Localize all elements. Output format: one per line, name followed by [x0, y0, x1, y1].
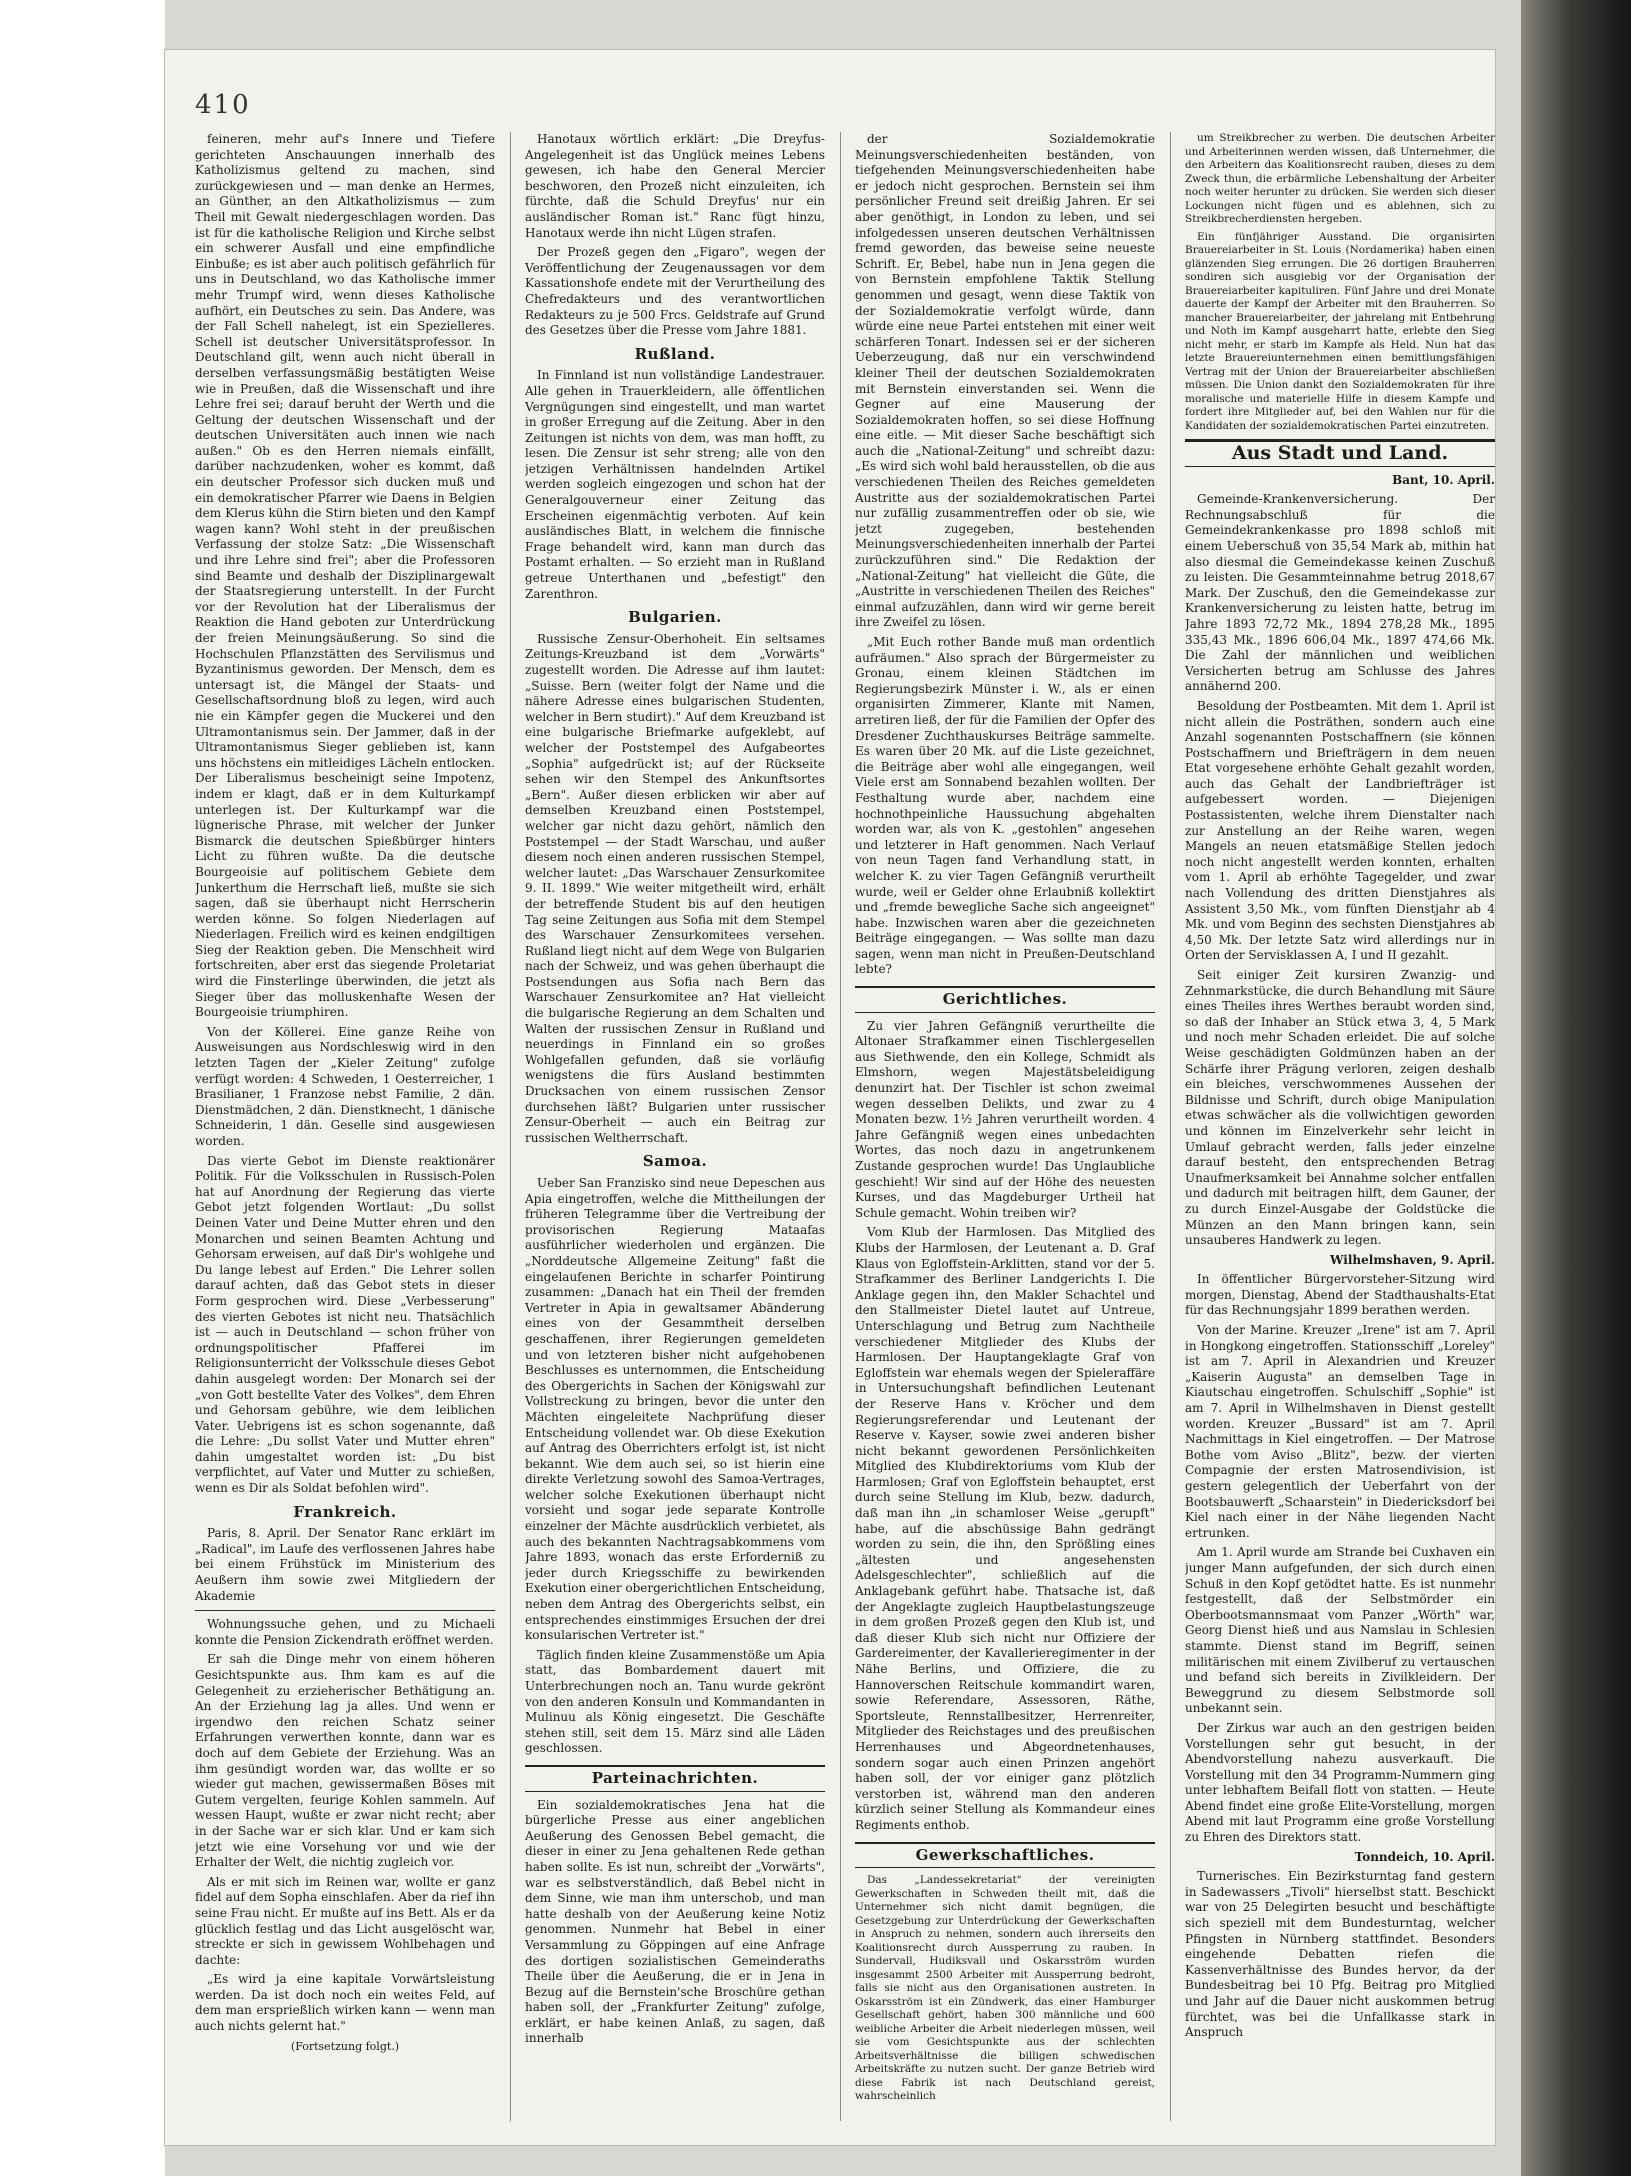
column-3 — [855, 132, 1155, 2121]
paragraph: der Sozialdemokratie Meinungsverschiedenheiten beständen, von tiefgehenden Meinungsverschiedenheiten habe er jedoch nicht gesprochen. Bernstein sei ihm persönlicher Freund seit dreißig Jahren. Er sei aber genöthigt, in London zu leben, und sei infolgedessen unseren deutschen Verhältnissen fremd geworden, das beweise seine neueste Schrift. Er, Bebel, habe nun in Jena gegen die von Bernstein empfohlene Taktik Stellung genommen und gesagt, wenn diese Taktik von der Sozialdemokratie verfolgt würde, dann würde eine neue Partei entstehen mit einer weit schärferen Tonart. Indessen sei er der sicheren Ueberzeugung, daß nur ein verschwindend kleiner Theil der deutschen Sozialdemokraten mit Bernstein einverstanden sei. Wenn die Gegner auf eine Mauserung der Sozialdemokraten hoffen, so sei diese Hoffnung eine eitle. — Mit dieser Sache beschäftigt sich auch die „National-Zeitung" und schreibt dazu: „Es wird sich wohl bald herausstellen, ob die aus verschiedenen Theilen des Reiches gemeldeten Austritte aus der sozialdemokratischen Partei nur zufällig zusammentreffen oder ob sie, wie jetzt zugegeben, bestehenden Meinungsverschiedenheiten innerhalb der Partei zurückzuführen sind." Die Redaktion der „National-Zeitung" hat vielleicht die Güte, die „Austritte in verschiedenen Theilen des Reiches" einmal aufzuzählen, dann wird wir gerne bereit ihre Zweifel zu lösen. — [855, 132, 1155, 630]
page-number: 410 — [195, 90, 251, 120]
column-rule — [510, 132, 511, 2121]
column-rule — [1170, 132, 1171, 2121]
section-heading-frankreich: Frankreich. — [293, 1502, 397, 1521]
paragraph: In öffentlicher Bürgervorsteher-Sitzung wird morgen, Dienstag, Abend der Stadthaushalts-Etat für das Rechnungsjahr 1899 berathen werden. — [1185, 1272, 1495, 1318]
paragraph: Ein sozialdemokratisches Jena hat die bürgerliche Presse aus einer angeblichen Aeußerung des Genossen Bebel gemacht, die dieser in einer zu Jena gehaltenen Rede gethan haben sollte. Es ist nun, schreibt der „Vorwärts", war es selbstverständlich, daß Bebel nicht in dem Sinne, wie man ihm unterschob, und man hatte deshalb von der Aeußerung keine Notiz genommen. Nunmehr hat Bebel in einer Versammlung zu Göppingen auf eine Anfrage des dortigen sozialistischen Gemeinderaths Theile über die Aeußerung, die er in Jena in Bezug auf die Bernstein'sche Broschüre gethan haben soll, der „Frankfurter Zeitung" zufolge, erklärt, er habe keinen Anlaß, zu sagen, daß innerhalb — [525, 1797, 825, 2046]
columns — [195, 132, 1495, 2121]
dateline: Wilhelmshaven, 9. April. — [1330, 1252, 1495, 1267]
section-heading-russland: Rußland. — [634, 344, 716, 363]
column-rule — [840, 132, 841, 2121]
paragraph: feineren, mehr auf's Innere und Tiefere gerichteten Anschauungen innerhalb des Katholizismus geltend zu machen, sind zurückgewiesen und — man denke an Hermes, an Günther, an den Altkatholizismus — zum Theil mit Gewalt niedergeschlagen worden. Das ist für die katholische Religion und Kirche selbst ein schwerer Ausfall und eine empfindliche Einbuße; es ist aber auch politisch gefährlich für uns in Deutschland, wo das Katholische immer mehr Trumpf wird, wenn dieses Katholische aufhört, ein Deutsches zu sein. Das Andere, was der Fall Schell nahelegt, ist ein Spezielleres. Schell ist deutscher Universitätsprofessor. In Deutschland gilt, wenn auch nicht überall in derselben verfassungsmäßig bestätigten Weise wie in Preußen, daß die Wissenschaft und ihre Lehre frei sei; darauf beruht der Werth und die Geltung der deutschen Wissenschaft und der deutschen Universitäten auch innen wie nach außen." Ob es den Herren niemals einfällt, darüber nachzudenken, woher es kommt, daß ein deutscher Professor sich ducken muß und ein demokratischer Pfarrer wie Daens in Belgien dem Klerus kühn die Stirn bieten und den Kampf wagen kann? Wohl steht in der preußischen Verfassung der stolze Satz: „Die Wissenschaft und ihre Lehre sind frei"; aber die Professoren sind Beamte und deshalb der Disziplinargewalt der Staatsregierung unterstellt. In der Furcht vor der Revolution hat der Liberalismus der Reaktion die Hand geboten zur Unterdrückung der freien Meinungsäußerung. So sind die Hochschulen Pflanzstätten des Servilismus und Byzantinismus geworden. Der Mensch, dem es untersagt ist, die Mängel der Staats- und Gesellschaftsordnung bloß zu legen, wird auch nie ein Kämpfer gegen die Muckerei und den Ultramontanismus sein. Der Jammer, daß in der Ultramontanismus Sieger geblieben ist, kann uns höchstens ein mitleidiges Lächeln entlocken. Der Liberalismus bescheinigt seine Impotenz, indem er klagt, daß er in dem Kulturkampf unterlegen ist. Der Kulturkampf war die lügnerische Phrase, mit welcher der Junker Bismarck die deutschen Spießbürger hinters Licht zu führen wußte. Da die deutsche Bourgeoisie auf politischem Gebiete dem Junkerthum die Herrschaft ließ, mußte sie sich sagen, daß sie überhaupt nicht Herrscherin werden könne. So folgen Niederlagen auf Niederlagen. Freilich wird es keinen endgiltigen Sieg der Reaktion geben. Die Menschheit wird fortschreiten, aber erst das siegende Proletariat wird die Finsterlinge überwinden, die jetzt als Sieger über das molluskenhafte Wesen der Bourgeoisie triumphiren. — [195, 132, 495, 1020]
paragraph: „Mit Euch rother Bande muß man ordentlich aufräumen." Also sprach der Bürgermeister zu Gronau, einem kleinen Städtchen im Regierungsbezirk Münster i. W., als er einen organisirten Zimmerer, Klante mit Namen, arretiren ließ, der für die Familien der Opfer des Dresdener Zuchthauskurses Beiträge sammelte. Es waren über 20 Mk. auf die Liste gezeichnet, die Beiträge aber wohl alle eingegangen, weil Viele erst am Sonnabend bezahlen wollten. Der Festhaltung wurde aber, nachdem eine hochnothpeinliche Haussuchung abgehalten worden war, als von K. „gestohlen" angesehen und letzterer in Haft genommen. Nach Verlauf von neun Tagen fand Verhandlung statt, in welcher K. zu vier Tagen Gefängniß verurtheilt wurde, weil er Gelder ohne Erlaubniß kollektirt und „fremde bewegliche Sache sich angeeignet" habe. Inzwischen waren aber die gezeichneten Beiträge eingegangen. — Was sollte man dazu sagen, wenn man nicht in Preußen-Deutschland lebte? — [855, 635, 1155, 977]
paragraph: Gemeinde-Krankenversicherung. Der Rechnungsabschluß für die Gemeindekrankenkasse pro 1898 schloß mit einem Ueberschuß von 35,54 Mark ab, mithin hat also diesmal die Gemeindekasse keinen Zuschuß zu leisten. Die Gesammteinnahme betrug 2018,67 Mark. Der Zuschuß, den die Gemeindekasse zur Krankenversicherung zu leisten hatte, betrug im Jahre 1893 72,72 Mk., 1894 278,28 Mk., 1895 335,43 Mk., 1896 606,04 Mk., 1897 474,66 Mk. Die Zahl der männlichen und weiblichen Versicherten betrug am Schlusse des Jahres annähernd 200. — [1185, 492, 1495, 694]
continuation-note: (Fortsetzung folgt.) — [290, 2039, 400, 2053]
section-heading-samoa: Samoa. — [642, 1152, 708, 1171]
newspaper-page — [165, 50, 1495, 2145]
paragraph: Hanotaux wörtlich erklärt: „Die Dreyfus-Angelegenheit ist das Unglück meines Lebens gewesen, ich habe den General Mercier beschworen, den Prozeß nicht einzuleiten, ich fürchte, daß die Schuld Dreyfus' nur ein ausländischer Roman ist." Ranc fügt hinzu, Hanotaux werde ihn nicht Lügen strafen. — [525, 132, 825, 240]
scan-margin — [0, 0, 165, 2176]
paragraph: Täglich finden kleine Zusammenstöße um Apia statt, das Bombardement dauert mit Unterbrechungen noch an. Tanu wurde gekrönt von den anderen Konsuln und Kommandanten in Mulinuu als König eingesetzt. Die Geschäfte stehen still, seit dem 15. März sind alle Läden geschlossen. — [525, 1647, 825, 1756]
paragraph: In Finnland ist nun vollständige Landestrauer. Alle gehen in Trauerkleidern, alle öffentlichen Vergnügungen sind eingestellt, und man wartet in großer Erregung auf die Zeitung. Aber in den Zeitungen ist nichts von dem, was man hofft, zu lesen. Die Zensur ist sehr streng; alle von den jetzigen Verhältnissen handelnden Artikel werden sogleich eingezogen und schon hat der Generalgouverneur einer Zeitung das Erscheinen eigenmächtig verboten. Auf kein ausländisches Blatt, in welchem die finnische Frage behandelt wird, kann man durch das Postamt erhalten. — So erzieht man in Rußland getreue Unterthanen und „befestigt" den Zarenthron. — [525, 368, 825, 601]
section-heading-gewerkschaftliches: Gewerkschaftliches. — [855, 1842, 1155, 1869]
feuilleton-divider — [195, 1610, 495, 1611]
dateline: Tonndeich, 10. April. — [1354, 1849, 1495, 1864]
paragraph: Das „Landessekretariat" der vereinigten Gewerkschaften in Schweden theilt mit, daß die Unternehmer sich nicht damit begnügen, die Gesetzgebung zur Unterdrückung der Gewerkschaften in Anspruch zu nehmen, sondern auch ihrerseits den Koalitionsrecht durch Aussperrung zu rauben. In Sundervall, Hudiksvall und Oskarsström wurden insgesammt 2500 Arbeiter mit Aussperrung bedroht, falls sie nicht aus den Organisationen austreten. In Oskarsström ist ein Zündwerk, das einer Hamburger Gesellschaft gehört, haben 300 männliche und 600 weibliche Arbeiter die Arbeit niederlegen müssen, weil sie vom Gesichtspunkte aus der schlechten Arbeitsverhältnisse die billigen schwedischen Arbeitskräfte zu nutzen sucht. Der ganze Betrieb wird diese Fabrik ist nach Deutschland gereist, wahrscheinlich — [855, 1874, 1155, 2103]
paragraph: Ein fünfjähriger Ausstand. Die organisirten Brauereiarbeiter in St. Louis (Nordamerika) haben einen glänzenden Sieg errungen. Die 26 dortigen Brauherren sondiren sich ausgiebig vor der Organisation der Brauereiarbeiter kapituliren. Fünf Jahre und drei Monate dauerte der Kampf der Arbeiter mit den Brauherren. So mancher Brauereiarbeiter, der jahrelang mit Entbehrung und Noth im Kampf ausgeharrt hatte, erlebte den Sieg nicht mehr, er starb im Kampfe als Held. Nun hat das letzte Brauereiunternehmen einen bemittlungsfähigen Vertrag mit der Union der Brauereiarbeiter abschließen müssen. Die Union dankt den Sozialdemokraten für ihre moralische und materielle Hilfe in diesem Kampfe und fordert ihre Mitglieder auf, bei den Wahlen nur für die Kandidaten der sozialdemokratischen Partei einzutreten. — [1185, 230, 1495, 432]
paragraph: Als er mit sich im Reinen war, wollte er ganz fidel auf dem Sopha einschlafen. Aber da rief ihn seine Frau nicht. Er mußte auf ins Bett. Als er da glücklich festlag und das Licht ausgelöscht war, streckte er sich in gewissem Wohlbehagen und dachte: — [195, 1874, 495, 1967]
paragraph: um Streikbrecher zu werben. Die deutschen Arbeiter und Arbeiterinnen werden wissen, daß Unternehmer, die den Arbeitern das Koalitionsrecht rauben, dieses zu dem Zweck thun, die erbärmliche Lebenshaltung der Arbeiter noch weiter herunter zu drücken. Sie werden sich dieser Lockungen nicht fügen und es ablehnen, sich zu Streikbrecherdiensten hergeben. — [1185, 132, 1495, 225]
paragraph: Von der Marine. Kreuzer „Irene" ist am 7. April in Hongkong eingetroffen. Stationsschiff „Loreley" ist am 7. April in Alexandrien und Kreuzer „Kaiserin Augusta" an demselben Tage in Kiautschau eingetroffen. Schulschiff „Sophie" ist am 7. April in Wilhelmshaven in Dienst gestellt worden. Kreuzer „Bussard" ist am 7. April Nachmittags in Kiel eingetroffen. — Der Matrose Bothe vom Aviso „Blitz", bezw. der vierten Compagnie der ersten Matrosendivision, ist gestern gelegentlich der Ueberfahrt von der Bootsbauwerft „Schaarstein" in Diedericksdorf bei Kiel nach einer in der Nähe liegenden Nacht ertrunken. — [1185, 1323, 1495, 1540]
paragraph: Der Zirkus war auch an den gestrigen beiden Vorstellungen sehr gut besucht, in der Abendvorstellung nahezu ausverkauft. Die Vorstellung mit den 34 Programm-Nummern ging unter lebhaftem Beifall flott von statten. — Heute Abend findet eine große Elite-Vorstellung, morgen Abend mit laut Programm eine große Vorstellung zu Ehren des Direktors statt. — [1185, 1720, 1495, 1845]
paragraph: Am 1. April wurde am Strande bei Cuxhaven ein junger Mann aufgefunden, der sich durch einen Schuß in den Kopf getödtet hatte. Es ist nunmehr festgestellt, daß der Selbstmörder ein Oberbootsmannsmaat vom Panzer „Wörth" war, Georg Dienst hieß und aus Namslau in Schlesien stammte. Dienst stand im Begriff, seinen militärischen mit einem Zivilberuf zu vertauschen und befand sich bereits in Zivilkleidern. Der Beweggrund zu diesem Selbstmorde soll unbekannt sein. — [1185, 1545, 1495, 1716]
paragraph: „Es wird ja eine kapitale Vorwärtsleistung werden. Da ist doch noch ein weites Feld, auf dem man ersprießlich wirken kann — wenn man auch nichts gelernt hat." — [195, 1972, 495, 2034]
paragraph: Zu vier Jahren Gefängniß verurtheilte die Altonaer Strafkammer einen Tischlergesellen aus Siethwende, den ein Kollege, Schmidt als Elmshorn, wegen Majestätsbeleidigung denunzirt hat. Der Tischler ist schon zweimal wegen desselben Delikts, und zwar zu 4 Monaten bezw. 1½ Jahren verurtheilt worden. 4 Jahre Gefängniß wegen eines unbedachten Wortes, das noch dazu in angetrunkenem Zustande gesprochen wurde! Das Unglaubliche geschieht! Wir sind auf der Höhe des neuesten Kurses, und das Magdeburger Urtheil hat Schule gemacht. Wohin treiben wir? — [855, 1018, 1155, 1220]
paragraph: Turnerisches. Ein Bezirksturntag fand gestern in Sadewassers „Tivoli" hierselbst statt. Beschickt war von 25 Delegirten besucht und beschäftigte sich speziell mit dem Bundesturntag, welcher Pfingsten in Nürnberg stattfindet. Besonders eingehende Debatten riefen die Kassenverhältnisse des Bundes hervor, da der Bundesbeitrag bei 10 Pfg. Beitrag pro Mitglied und Jahr auf die Dauer nicht auskommen betrug fürchtet, was bei die Unfallkasse stark in Anspruch — [1185, 1869, 1495, 2040]
paragraph: Russische Zensur-Oberhoheit. Ein seltsames Zeitungs-Kreuzband ist dem „Vorwärts" zugestellt worden. Die Adresse auf ihm lautet: „Suisse. Bern (weiter folgt der Name und die nähere Adresse eines bulgarischen Studenten, welcher in Bern studirt)." Auf dem Kreuzband ist eine bulgarische Briefmarke aufgeklebt, auf welcher der Poststempel des Aufgabeortes „Sophia" aufgedrückt ist; auf der Rückseite sehen wir den Stempel des Ankunftsortes „Bern". Außer diesen erblicken wir aber auf demselben Kreuzband einen Poststempel, welcher gar nicht dazu gehört, nämlich den Poststempel — der Stadt Warschau, und außer diesem noch einen anderen russischen Stempel, welcher lautet: „Das Warschauer Zensurkomitee 9. II. 1899." Wie weiter mitgetheilt wird, erhält der betreffende Student bis auf den heutigen Tag seine Zeitungen aus Sofia mit dem Stempel des Warschauer Zensurkomitees versehen. Rußland liegt nicht auf dem Wege von Bulgarien nach der Schweiz, und was gehen überhaupt die Postsendungen aus Sofia nach Bern das Warschauer Zensurkomitee an? Hat vielleicht die bulgarische Regierung an dem Schalten und Walten der russischen Zensur in Rußland und neuerdings in Finnland ein so großes Wohlgefallen gefunden, daß sie vorläufig wenigstens die fürs Ausland bestimmten Drucksachen von einem russischen Zensor durchsehen läßt? Bulgarien unter russischer Zensur-Oberheit — auch ein Beitrag zur russischen Weltherrschaft. — [525, 631, 825, 1145]
section-heading-stadt-und-land: Aus Stadt und Land. — [1185, 439, 1495, 467]
column-2 — [525, 132, 825, 2121]
paragraph: Seit einiger Zeit kursiren Zwanzig- und Zehnmarkstücke, die durch Behandlung mit Säure eines Theiles ihres Werthes beraubt worden sind, so daß der Inhaber an Stück etwa 3, 4, 5 Mark und noch mehr Schaden erleidet. Die auf solche Weise geschädigten Goldmünzen haben an der Schärfe ihrer Prägung verloren, zeigen deshalb ein bleiches, verschwommenes Aussehen der Bildnisse und Schrift, durch obige Manipulation etwas schwächer als die vollwichtigen geworden und können im Einzelverkehr sehr leicht in Umlauf gebracht werden, falls jeder einzelne darauf besteht, den entsprechenden Betrag Unaufmerksamkeit bei Annahme solcher entfallen und dadurch mit beitragen hilft, dem Gauner, der zu durch Einzel-Ausgabe der Goldstücke die Münzen an den Mann bringen kann, sein unsauberes Handwerk zu legen. — [1185, 968, 1495, 1248]
column-4 — [1185, 132, 1495, 2121]
section-heading-gerichtliches: Gerichtliches. — [855, 986, 1155, 1013]
paragraph: Das vierte Gebot im Dienste reaktionärer Politik. Für die Volksschulen in Russisch-Polen hat auf Anordnung der Regierung das vierte Gebot jetzt folgenden Wortlaut: „Du sollst Deinen Vater und Deine Mutter ehren und den Monarchen und seinen Beamten Achtung und Gehorsam erweisen, auf daß Dir's wohlgehe und Du lange lebest auf Erden." Die Lehrer sollen darauf achten, daß das Gebot stets in dieser Form gesprochen wird. Diese „Verbesserung" des vierten Gebotes ist nicht neu. Thatsächlich ist — auch in Deutschland — schon früher von ordnungspolitischer Pfafferei im Religionsunterricht der Volksschule dieses Gebot dahin ausgelegt worden: Der Monarch sei der „von Gott bestellte Vater des Volkes", dem Ehren und Gehorsam gebühre, wie dem leiblichen Vater. Uebrigens ist es schon sogenannte, daß die Lehre: „Du sollst Vater und Mutter ehren" dahin umgestaltet worden ist: „Du bist verpflichtet, auf Vater und Mutter zu schießen, wenn es Dir als Soldat befohlen wird". — [195, 1153, 495, 1496]
paragraph: Wohnungssuche gehen, und zu Michaeli konnte die Pension Zickendrath eröffnet werden. — [195, 1617, 495, 1647]
paragraph: Von der Köllerei. Eine ganze Reihe von Ausweisungen aus Nordschleswig wird in den letzten Tagen der „Kieler Zeitung" zufolge verfügt worden: 4 Schweden, 1 Oesterreicher, 1 Brasilianer, 1 Franzose nebst Familie, 2 dän. Dienstmädchen, 2 dän. Dienstknecht, 1 dänische Schneiderin, 1 dän. Geselle sind ausgewiesen worden. — [195, 1024, 495, 1148]
book-spine — [1521, 0, 1631, 2176]
paragraph: Ueber San Franzisko sind neue Depeschen aus Apia eingetroffen, welche die Mittheilungen der früheren Telegramme über die Vertreibung der provisorischen Regierung Mataafas ausführlicher wiederholen und ergänzen. Die „Norddeutsche Allgemeine Zeitung" faßt die eingelaufenen Berichte in scharfer Pointirung zusammen: „Danach hat ein Theil der fremden Vertreter in Apia in gewaltsamer Abänderung eines von der Gesammtheit derselben geschaffenen, ihrer Regierungen gemeldeten und von letzteren bisher nicht aufgehobenen Beschlusses es unternommen, die Entscheidung des Obergerichts in Sachen der Königswahl zur Vollstreckung zu bringen, bevor die unter den Mächten eingeleitete Nachprüfung dieser Entscheidung vollendet war. Ob diese Exekution auf Antrag des Oberrichters erfolgt ist, ist nicht bekannt. Wie dem auch sei, so ist hierin eine direkte Verletzung sowohl des Samoa-Vertrages, welcher solche Exekutionen überhaupt nicht vorsieht und sogar jede separate Kontrolle einzelner der Mächte ausdrücklich verbietet, als auch des bekannten Nachtragsabkommens vom Jahre 1893, wonach das erste Erforderniß zu jeder durch Kriegsschiffe zu bewirkenden Exekution einer obergerichtlichen Entscheidung, neben dem Antrag des Obergerichts selbst, ein entsprechendes einstimmiges Ersuchen der drei konsularischen Vertreter ist." — [525, 1176, 825, 1643]
section-heading-bulgarien: Bulgarien. — [628, 608, 722, 627]
column-1 — [195, 132, 495, 2121]
paragraph: Der Prozeß gegen den „Figaro", wegen der Veröffentlichung der Zeugenaussagen vor dem Kassationshofe endete mit der Verurtheilung des Chefredakteurs und des verantwortlichen Redakteurs zu je 500 Frcs. Geldstrafe auf Grund des Gesetzes über die Presse vom Jahre 1881. — [525, 245, 825, 338]
paragraph: Er sah die Dinge mehr von einem höheren Gesichtspunkte aus. Ihm kam es auf die Gelegenheit zu erzieherischer Bethätigung an. An der Erziehung lag ja alles. Und wenn er irgendwo den reichen Schatz seiner Erfahrungen verwerthen konnte, dann war es doch auf dem Gebiete der Erziehung. Was an ihm gesündigt worden war, das wollte er so wieder gut machen, gewissermaßen Böses mit Gutem vergelten, feurige Kohlen sammeln. Auf wessen Haupt, wußte er zwar nicht recht; aber in der Sache war er sich klar. Und er kam sich jetzt wie eine Vorsehung vor und wie der Erhalter der Welt, die nichtig zugleich vor. — [195, 1652, 495, 1870]
dateline: Bant, 10. April. — [1392, 472, 1495, 487]
paragraph: Vom Klub der Harmlosen. Das Mitglied des Klubs der Harmlosen, der Leutenant a. D. Graf Klaus von Egloffstein-Arklitten, stand vor der 5. Strafkammer des Berliner Landgerichts I. Die Anklage gegen ihn, den Makler Schachtel und den Stallmeister Dietel lautet auf Untreue, Unterschlagung und Betrug zum Nachtheile verschiedener Mitglieder des Klubs der Harmlosen. Der Hauptangeklagte Graf von Egloffstein war ehemals wegen der Spieleraffäre in Untersuchungshaft befindlichen Leutenant der Reserve Hans v. Kröcher und dem Regierungsreferendar und Leutenant der Reserve v. Kayser, sowie zwei anderen bisher nicht bekannt gewordenen Persönlichkeiten Mitglied des Klubdirektoriums vom Klub der Harmlosen; Graf von Egloffstein behauptet, erst durch seine Stellung im Klub, bezw. dadurch, daß man ihn „in schamloser Weise „gerupft" habe, auf die abschüssige Bahn gedrängt worden zu sein, die ihn, den Sprößling eines „ältesten und angesehensten Adelsgeschlechter", schließlich auf die Anklagebank geführt habe. Thatsache ist, daß der Angeklagte zugleich Hauptbelastungszeuge in dem großen Prozeß gegen den Klub ist, und daß dieser Klub sich nicht nur Offiziere der Gardereimenter, der Kavallerieregimenter in der Nähe Berlins, und Offiziere, die zu Hannoverschen Reitschule kommandirt waren, sowie Referendare, Assessoren, Räthe, Sportsleute, Rennstallbesitzer, Herrenreiter, Mitglieder des Reichstages und des preußischen Herrenhauses und Abgeordnetenhauses, sondern sogar auch einen Prinzen angehört haben soll, der vor einiger ganz plötzlich verstorben ist, während man den anderen kürzlich seiner Stellung als Kommandeur eines Regiments enthob. — [855, 1225, 1155, 1832]
paragraph: Besoldung der Postbeamten. Mit dem 1. April ist nicht allein die Posträthen, sondern auch eine Anzahl sogenannten Postschaffnern (sie können Postschaffnern und Briefträgern in dem neuen Etat vorgesehene erhöhte Gehalt gezahlt worden, auch das Gehalt der Landbriefträger ist aufgebessert worden. — Diejenigen Postassistenten, welche ihrem Dienstalter nach zur Anstellung an der Reihe waren, wegen Mangels an neuen etatsmäßige Stellen jedoch noch nicht angestellt werden konnten, erhalten vom 1. April ab erhöhte Tagegelder, und zwar nach Vollendung des dritten Dienstjahres als Assistent 3,50 Mk., vom fünften Dienstjahr ab 4 Mk. und vom Beginn des sechsten Dienstjahres ab 4,50 Mk. Der letzte Satz wird allerdings nur in Orten der Servisklassen A, I und II gezahlt. — [1185, 698, 1495, 963]
section-heading-parteinachrichten: Parteinachrichten. — [525, 1765, 825, 1792]
paragraph: Paris, 8. April. Der Senator Ranc erklärt im „Radical", im Laufe des verflossenen Jahres habe bei einem Frühstück im Ministerium des Aeußern ihm sowie zwei Mitgliedern der Akademie — [195, 1526, 495, 1603]
